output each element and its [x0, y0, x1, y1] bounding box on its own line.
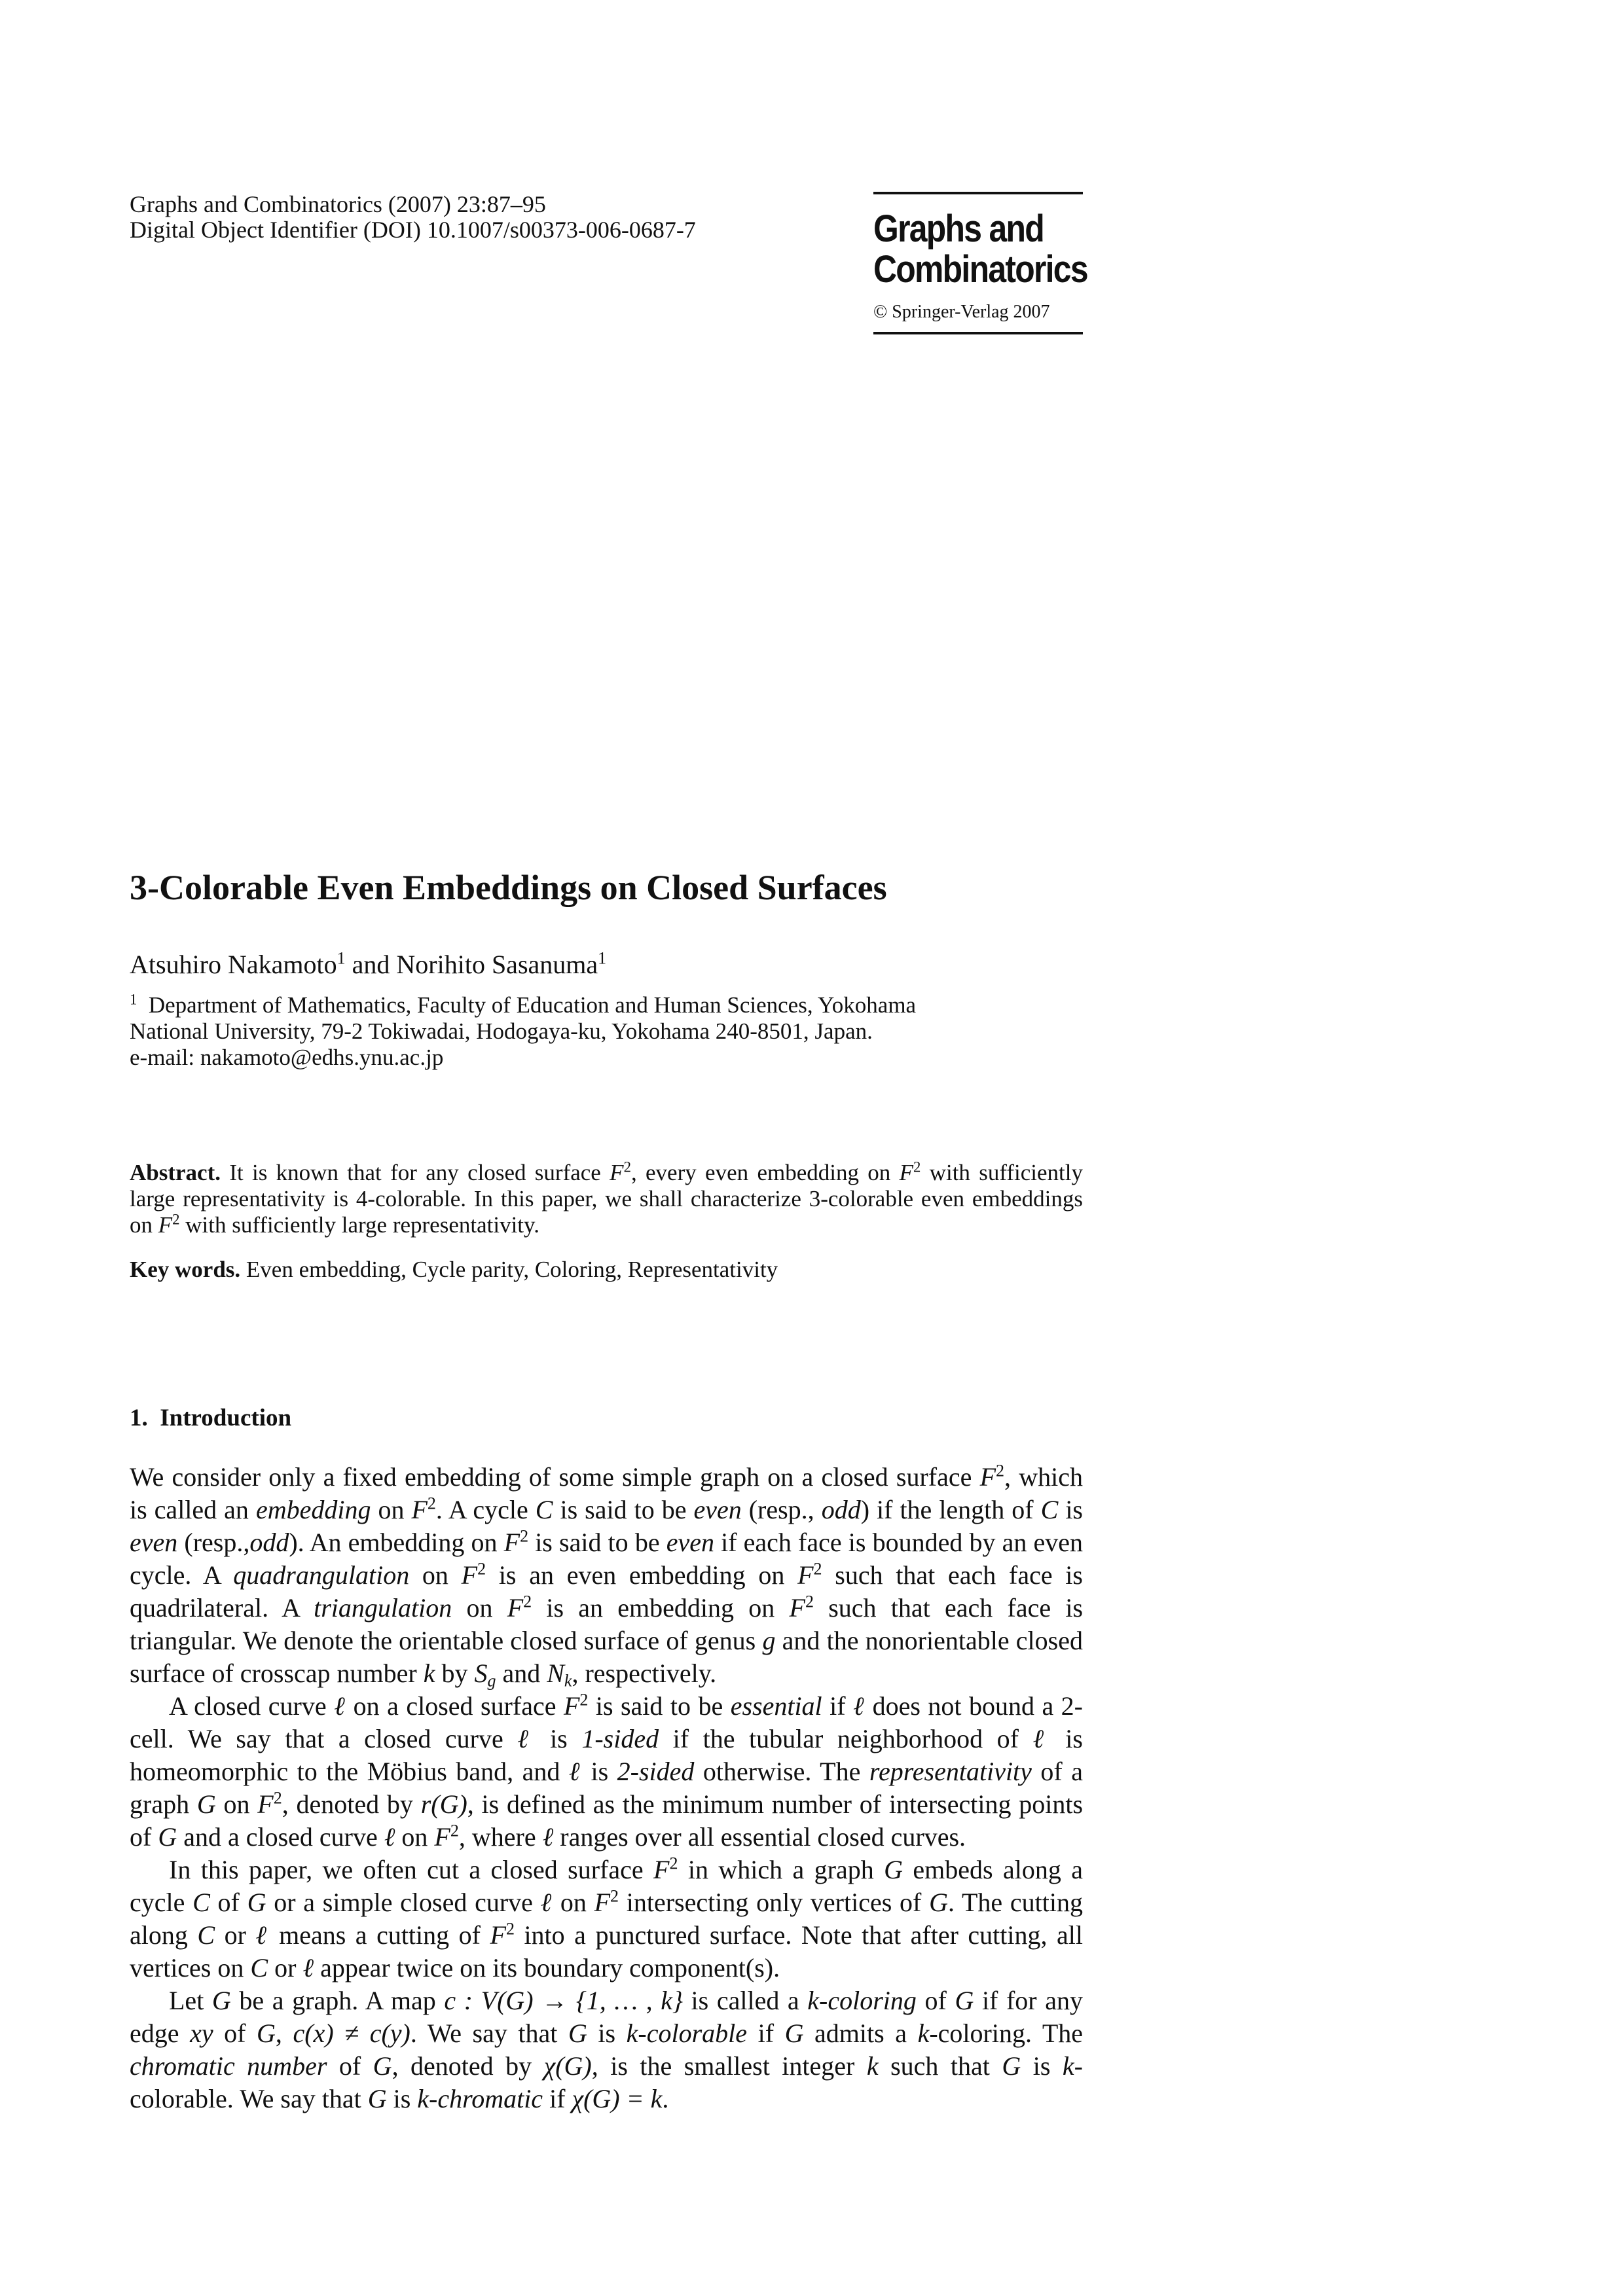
abstract-label: Abstract.: [130, 1160, 221, 1185]
journal-brand: [873, 192, 1087, 334]
section-heading: [130, 1404, 291, 1433]
author-separator: and: [345, 950, 397, 979]
affiliation-mark: 1: [130, 991, 137, 1008]
author-email: e-mail: nakamoto@edhs.ynu.ac.jp: [130, 1045, 444, 1070]
affiliation-line1: $^1$ Department of Mathematics, Faculty of Education and Human Sciences, Yokohama: [130, 991, 917, 1018]
intro-paragraph-4: Let G be a graph. A map c : V(G) → {1, … , k} is called a k-coloring of G if for any edge xy of G, c(x) ≠ c(y). We say that G is k-colorable if G admits a k-coloring. The chromatic number of G, denoted by χ(G), is the smallest integer k such that G is k-colorable. We say that G is k-chromatic if χ(G) = k.: [130, 1986, 1084, 2113]
keywords-text: Even embedding, Cycle parity, Coloring, Representativity: [240, 1257, 778, 1282]
brand-bottom-rule: [873, 332, 1083, 334]
affiliation-line2: National University, 79-2 Tokiwadai, Hodogaya-ku, Yokohama 240-8501, Japan.: [130, 1018, 873, 1044]
doi-line: Digital Object Identifier (DOI) 10.1007/s00373-006-0687-7: [130, 217, 696, 243]
keywords-label: Key words.: [130, 1257, 241, 1282]
affiliation: [130, 992, 1083, 1071]
brand-line2: Combinatorics: [873, 248, 1087, 291]
keywords: [130, 1257, 1083, 1283]
journal-citation: Graphs and Combinatorics (2007) 23:87–95: [130, 191, 546, 217]
author-2: Norihito Sasanuma: [396, 950, 598, 979]
author-2-mark: 1: [598, 948, 607, 968]
intro-paragraph-1: We consider only a fixed embedding of some simple graph on a closed surface $F^2$, which is called an embedding on $F^2$. A cycle C is said to be even (resp., odd) if the length of C is even (resp.,odd). An embedding on $F^2$ is said to be even if each face is bounded by an even cycle. A quadrangulation on $F^2$ is an even embedding on $F^2$ such that each face is quadrilateral. A triangulation on $F^2$ is an embedding on $F^2$ such that each face is triangular. We denote the orientable closed surface of genus g and the nonorientable closed surface of crosscap number k by $S_g$ and $N_k$, respectively.: [130, 1461, 1084, 1691]
paper-title: 3-Colorable Even Embeddings on Closed Surfaces: [130, 868, 887, 907]
intro-paragraph-3: In this paper, we often cut a closed surface $F^2$ in which a graph G embeds along a cycle C of G or a simple closed curve ℓ on $F^2$ intersecting only vertices of G. The cutting along C or ℓ means a cutting of $F^2$ into a punctured surface. Note that after cutting, all vertices on C or ℓ appear twice on its boundary component(s).: [130, 1854, 1084, 1982]
brand-line1: Graphs and: [873, 207, 1044, 250]
author-1: Atsuhiro Nakamoto: [130, 950, 337, 979]
section-number: 1.: [130, 1405, 148, 1431]
section-title: Introduction: [160, 1405, 292, 1431]
intro-paragraph-2: A closed curve ℓ on a closed surface $F^2$ is said to be essential if ℓ does not bound a 2-cell. We say that a closed curve ℓ is 1-sided if the tubular neighborhood of ℓ is homeomorphic to the Möbius band, and ℓ is 2-sided otherwise. The representativity of a graph G on $F^2$, denoted by r(G), is defined as the minimum number of intersecting points of G and a closed curve ℓ on $F^2$, where ℓ ranges over all essential closed curves.: [130, 1690, 1084, 1852]
author-1-mark: 1: [337, 948, 346, 968]
copyright: © Springer-Verlag 2007: [873, 302, 1050, 322]
abstract: Abstract. It is known that for any closed surface $F^2$, every even embedding on $F^2$ with sufficiently large representativity is 4-colorable. In this paper, we shall characterize 3-colorable even embeddings on $F^2$ with sufficiently large representativity.: [130, 1158, 1084, 1238]
author-line: [130, 949, 606, 980]
introduction-body: [130, 1461, 1083, 2115]
